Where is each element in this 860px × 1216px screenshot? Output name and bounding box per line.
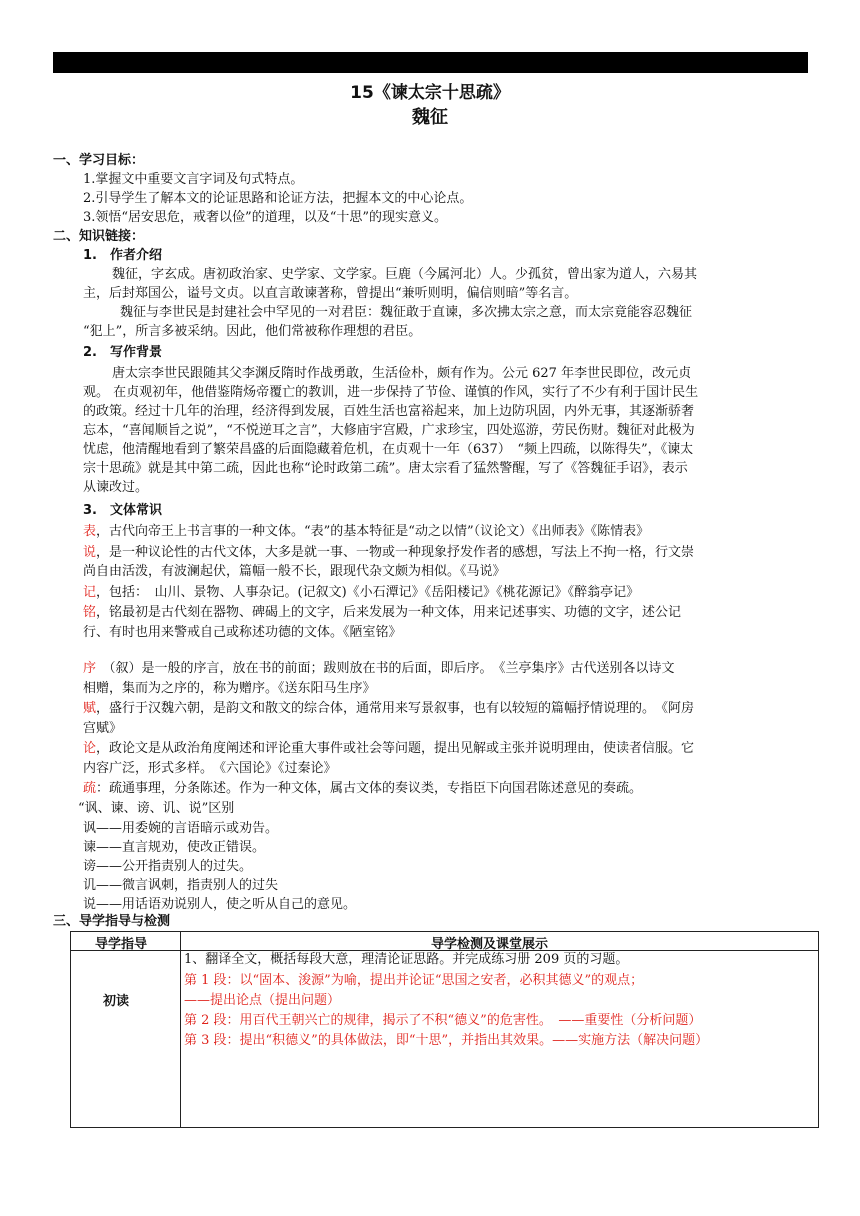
background-text-line: 从谏改过。	[83, 480, 149, 495]
diff-item: 谏——直言规劝，使改正错误。	[83, 840, 266, 855]
section-heading-knowledge: 二、知识链接：	[53, 229, 145, 244]
genre-shuo: 说，是一种议论性的古代文体，大多是就一事、一物或一种现象抒发作者的感想，写法上不拘一格，行文崇	[83, 545, 695, 560]
genre-lun: 论，政论文是从政治角度阐述和评论重大事件或社会等问题，提出见解或主张并说明理由，使读者信服。它	[83, 741, 695, 756]
genre-shuo-line2: 尚自由活泼，有波澜起伏，篇幅一般不长，跟现代杂文颇为相似。《马说》	[83, 564, 506, 579]
goal-item: 3.领悟“居安思危，戒奢以俭”的道理，以及“十思”的现实意义。	[83, 210, 447, 225]
genre-key: 序	[83, 661, 97, 676]
header-black-bar	[53, 52, 808, 73]
genre-key: 论	[83, 741, 97, 756]
genre-key: 疏	[83, 781, 97, 796]
genre-ming: 铭，铭最初是古代刻在器物、碑碣上的文字，后来发展为一种文体，用来记述事实、功德的文字，述公记	[83, 605, 682, 620]
author-text-line: 魏征与李世民是封建社会中罕见的一对君臣：魏征敢于直谏，多次拂太宗之意，而太宗竟能容忍魏征	[120, 305, 693, 320]
background-text-line: 宗十思疏》就是其中第二疏，因此也称“论时政第二疏”。唐太宗看了猛然警醒，写了《答魏征手诏》，表示	[83, 461, 688, 476]
genre-fu: 赋，盛行于汉魏六朝，是韵文和散文的综合体，通常用来写景叙事，也有以较短的篇幅抒情说理的。 《阿房	[83, 701, 695, 716]
goal-item: 2.引导学生了解本文的论证思路和论证方法，把握本文的中心论点。	[83, 191, 473, 206]
background-text-line: 忧虑，他清醒地看到了繁荣昌盛的后面隐藏着危机，在贞观十一年（637） “频上四疏，以陈得失”，《谏太	[83, 442, 694, 457]
subheading-author: 1. 作者介绍	[83, 248, 162, 263]
background-text-line: 唐太宗李世民跟随其父李渊反隋时作战勇敢，生活俭朴，颇有作为。公元 627 年李世民即位，改元贞	[112, 366, 692, 381]
task-line: 1、翻译全文，概括每段大意，理清论证思路。并完成练习册 209 页的习题。	[184, 952, 629, 967]
genre-xu-line2: 相赠，集而为之序的，称为赠序。《送东阳马生序》	[83, 681, 376, 696]
answer-line: 第 1 段：以“固本、浚源”为喻，提出并论证“思国之安者，必积其德义”的观点；	[184, 973, 644, 988]
genre-xu: 序 （叙）是一般的序言，放在书的前面；跋则放在书的后面，即后序。 《兰亭集序》古代送别各以诗文	[83, 661, 675, 676]
genre-key: 表	[83, 524, 97, 539]
diff-item: 说——用话语劝说别人，使之听从自己的意见。	[83, 897, 357, 912]
genre-shu: 疏：疏通事理，分条陈述。作为一种文体，属古文体的奏议类，专指臣下向国君陈述意见的奏疏。	[83, 781, 643, 796]
subheading-genre: 3. 文体常识	[83, 503, 162, 518]
author-text-line: 主，后封郑国公，谥号文贞。以直言敢谏著称，曾提出“兼听则明，偏信则暗”等名言。	[83, 286, 578, 301]
author-text-line: 魏征，字玄成。唐初政治家、史学家、文学家。巨鹿（今属河北）人。少孤贫，曾出家为道人，六易其	[112, 267, 698, 282]
table-header-check: 导学检测及课堂展示	[431, 937, 549, 952]
diff-heading: “讽、谏、谤、讥、说”区别	[78, 801, 235, 816]
author-name: 魏征	[412, 107, 448, 128]
diff-item: 讽——用委婉的言语暗示或劝告。	[83, 821, 279, 836]
genre-ming-line2: 行、有时也用来警戒自己或称述功德的文体。《陋室铭》	[83, 625, 402, 640]
background-text-line: 忘本，“喜闻顺旨之说”，“不悦逆耳之言”，大修庙宇宫殿，广求珍宝，四处巡游，劳民伤财。魏征对此极为	[83, 423, 695, 438]
table-header-guide: 导学指导	[95, 937, 148, 952]
table-column-divider	[180, 932, 181, 1127]
genre-ji: 记，包括： 山川、景物、人事杂记。(记叙文)《小石潭记》《岳阳楼记》《桃花源记》《醉翁亭记》	[83, 585, 640, 600]
genre-lun-line2: 内容广泛，形式多样。 《六国论》《过秦论》	[83, 761, 337, 776]
genre-key: 说	[83, 545, 97, 560]
goal-item: 1.掌握文中重要文言字词及句式特点。	[83, 172, 304, 187]
background-text-line: 的政策。经过十几年的治理，经济得到发展，百姓生活也富裕起来，加上边防巩固，内外无事，其逐渐骄奢	[83, 404, 695, 419]
genre-key: 铭	[83, 605, 97, 620]
author-text-line: “犯上”，所言多被采纳。因此，他们常被称作理想的君臣。	[83, 324, 422, 339]
genre-biao: 表，古代向帝王上书言事的一种文体。“表”的基本特征是“动之以情”（议论文）《出师表》《陈情表》	[83, 524, 650, 539]
diff-item: 谤——公开指责别人的过失。	[83, 859, 253, 874]
table-row-label: 初读	[103, 994, 130, 1009]
section-heading-goals: 一、学习目标：	[53, 153, 145, 168]
answer-line: ——提出论点（提出问题）	[184, 993, 341, 1008]
background-text-line: 观。 在贞观初年，他借鉴隋炀帝覆亡的教训，进一步保持了节俭、谨慎的作风，实行了不少有利于国计民生	[83, 385, 699, 400]
guide-table	[70, 931, 819, 1128]
page-title: 15《谏太宗十思疏》	[350, 83, 510, 103]
genre-key: 赋	[83, 701, 97, 716]
answer-line: 第 3 段：提出“积德义”的具体做法，即“十思”，并指出其效果。——实施方法（解决问题）	[184, 1033, 709, 1048]
answer-line: 第 2 段：用百代王朝兴亡的规律，揭示了不积“德义”的危害性。 ——重要性（分析问题）	[184, 1013, 702, 1028]
section-heading-guide: 三、导学指导与检测	[53, 914, 171, 929]
genre-key: 记	[83, 585, 97, 600]
genre-fu-line2: 宫赋》	[83, 721, 123, 736]
diff-item: 讥——微言讽刺，指责别人的过失	[83, 878, 279, 893]
subheading-background: 2. 写作背景	[83, 345, 162, 360]
